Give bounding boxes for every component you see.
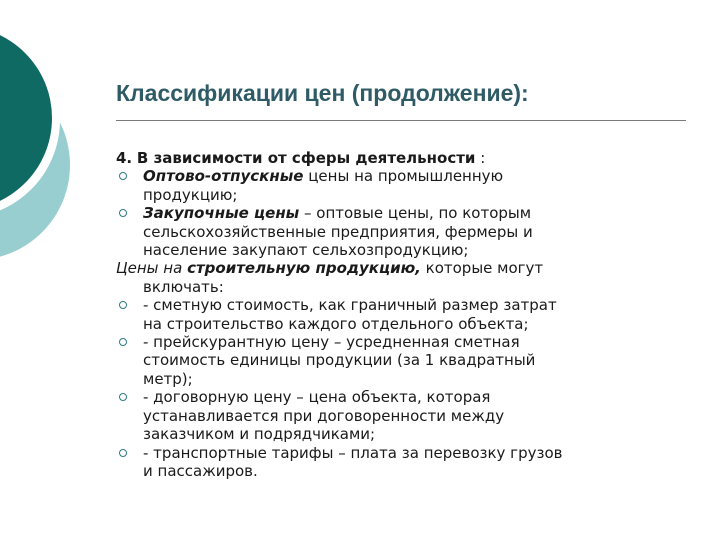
list-item (116, 296, 676, 333)
section-heading (116, 149, 676, 167)
item-text: - прейскурантную цену – усредненная сметная (143, 333, 520, 352)
item-text: - сметную стоимость, как граничный размер затрат (143, 296, 557, 315)
heading-number: 4. (116, 149, 133, 167)
item-term: Закупочные цены (143, 204, 300, 223)
item-text: цены на промышленную (303, 167, 504, 186)
circle-bullet-icon (119, 449, 127, 457)
circle-bullet-icon (119, 172, 127, 180)
item-text: метр); (143, 369, 193, 388)
item-text: продукцию; (143, 185, 238, 204)
circle-bullet-icon (119, 301, 127, 309)
item-text: и пассажиров. (143, 461, 258, 480)
item-text: – оптовые цены, по которым (299, 204, 532, 223)
title-divider (116, 120, 686, 121)
item-text: стоимость единицы продукции (за 1 квадратный (143, 351, 536, 370)
corner-decoration (0, 0, 120, 300)
heading-tail: : (475, 149, 486, 167)
item-text: заказчиком и подрядчиками; (143, 425, 376, 444)
list-item (116, 167, 676, 204)
item-term: Оптово-отпускные (143, 167, 304, 186)
paragraph-term: строительную продукцию, (187, 259, 421, 278)
page-title: Классификации цен (продолжение): (116, 80, 529, 106)
paragraph-prefix: Цены на (116, 259, 188, 278)
item-text: - транспортные тарифы – плата за перевозку грузов (143, 443, 563, 462)
item-text: сельскохозяйственные предприятия, фермеры и (143, 222, 533, 241)
circle-bullet-icon (119, 209, 127, 217)
paragraph-text: включать: (143, 277, 224, 296)
construction-paragraph (116, 259, 676, 296)
paragraph-text: которые могут (420, 259, 544, 278)
circle-bullet-icon (119, 393, 127, 401)
heading-bold-text: В зависимости от сферы деятельности (136, 149, 476, 167)
list-item (116, 204, 676, 259)
list-item (116, 333, 676, 388)
list-item (116, 388, 676, 443)
item-text: население закупают сельхозпродукцию; (143, 241, 469, 260)
slide-body (116, 149, 676, 480)
circle-bullet-icon (119, 338, 127, 346)
item-text: устанавливается при договоренности между (143, 406, 505, 425)
item-text: - договорную цену – цена объекта, которая (143, 388, 491, 407)
list-item (116, 444, 676, 481)
item-text: на строительство каждого отдельного объекта; (143, 314, 529, 333)
